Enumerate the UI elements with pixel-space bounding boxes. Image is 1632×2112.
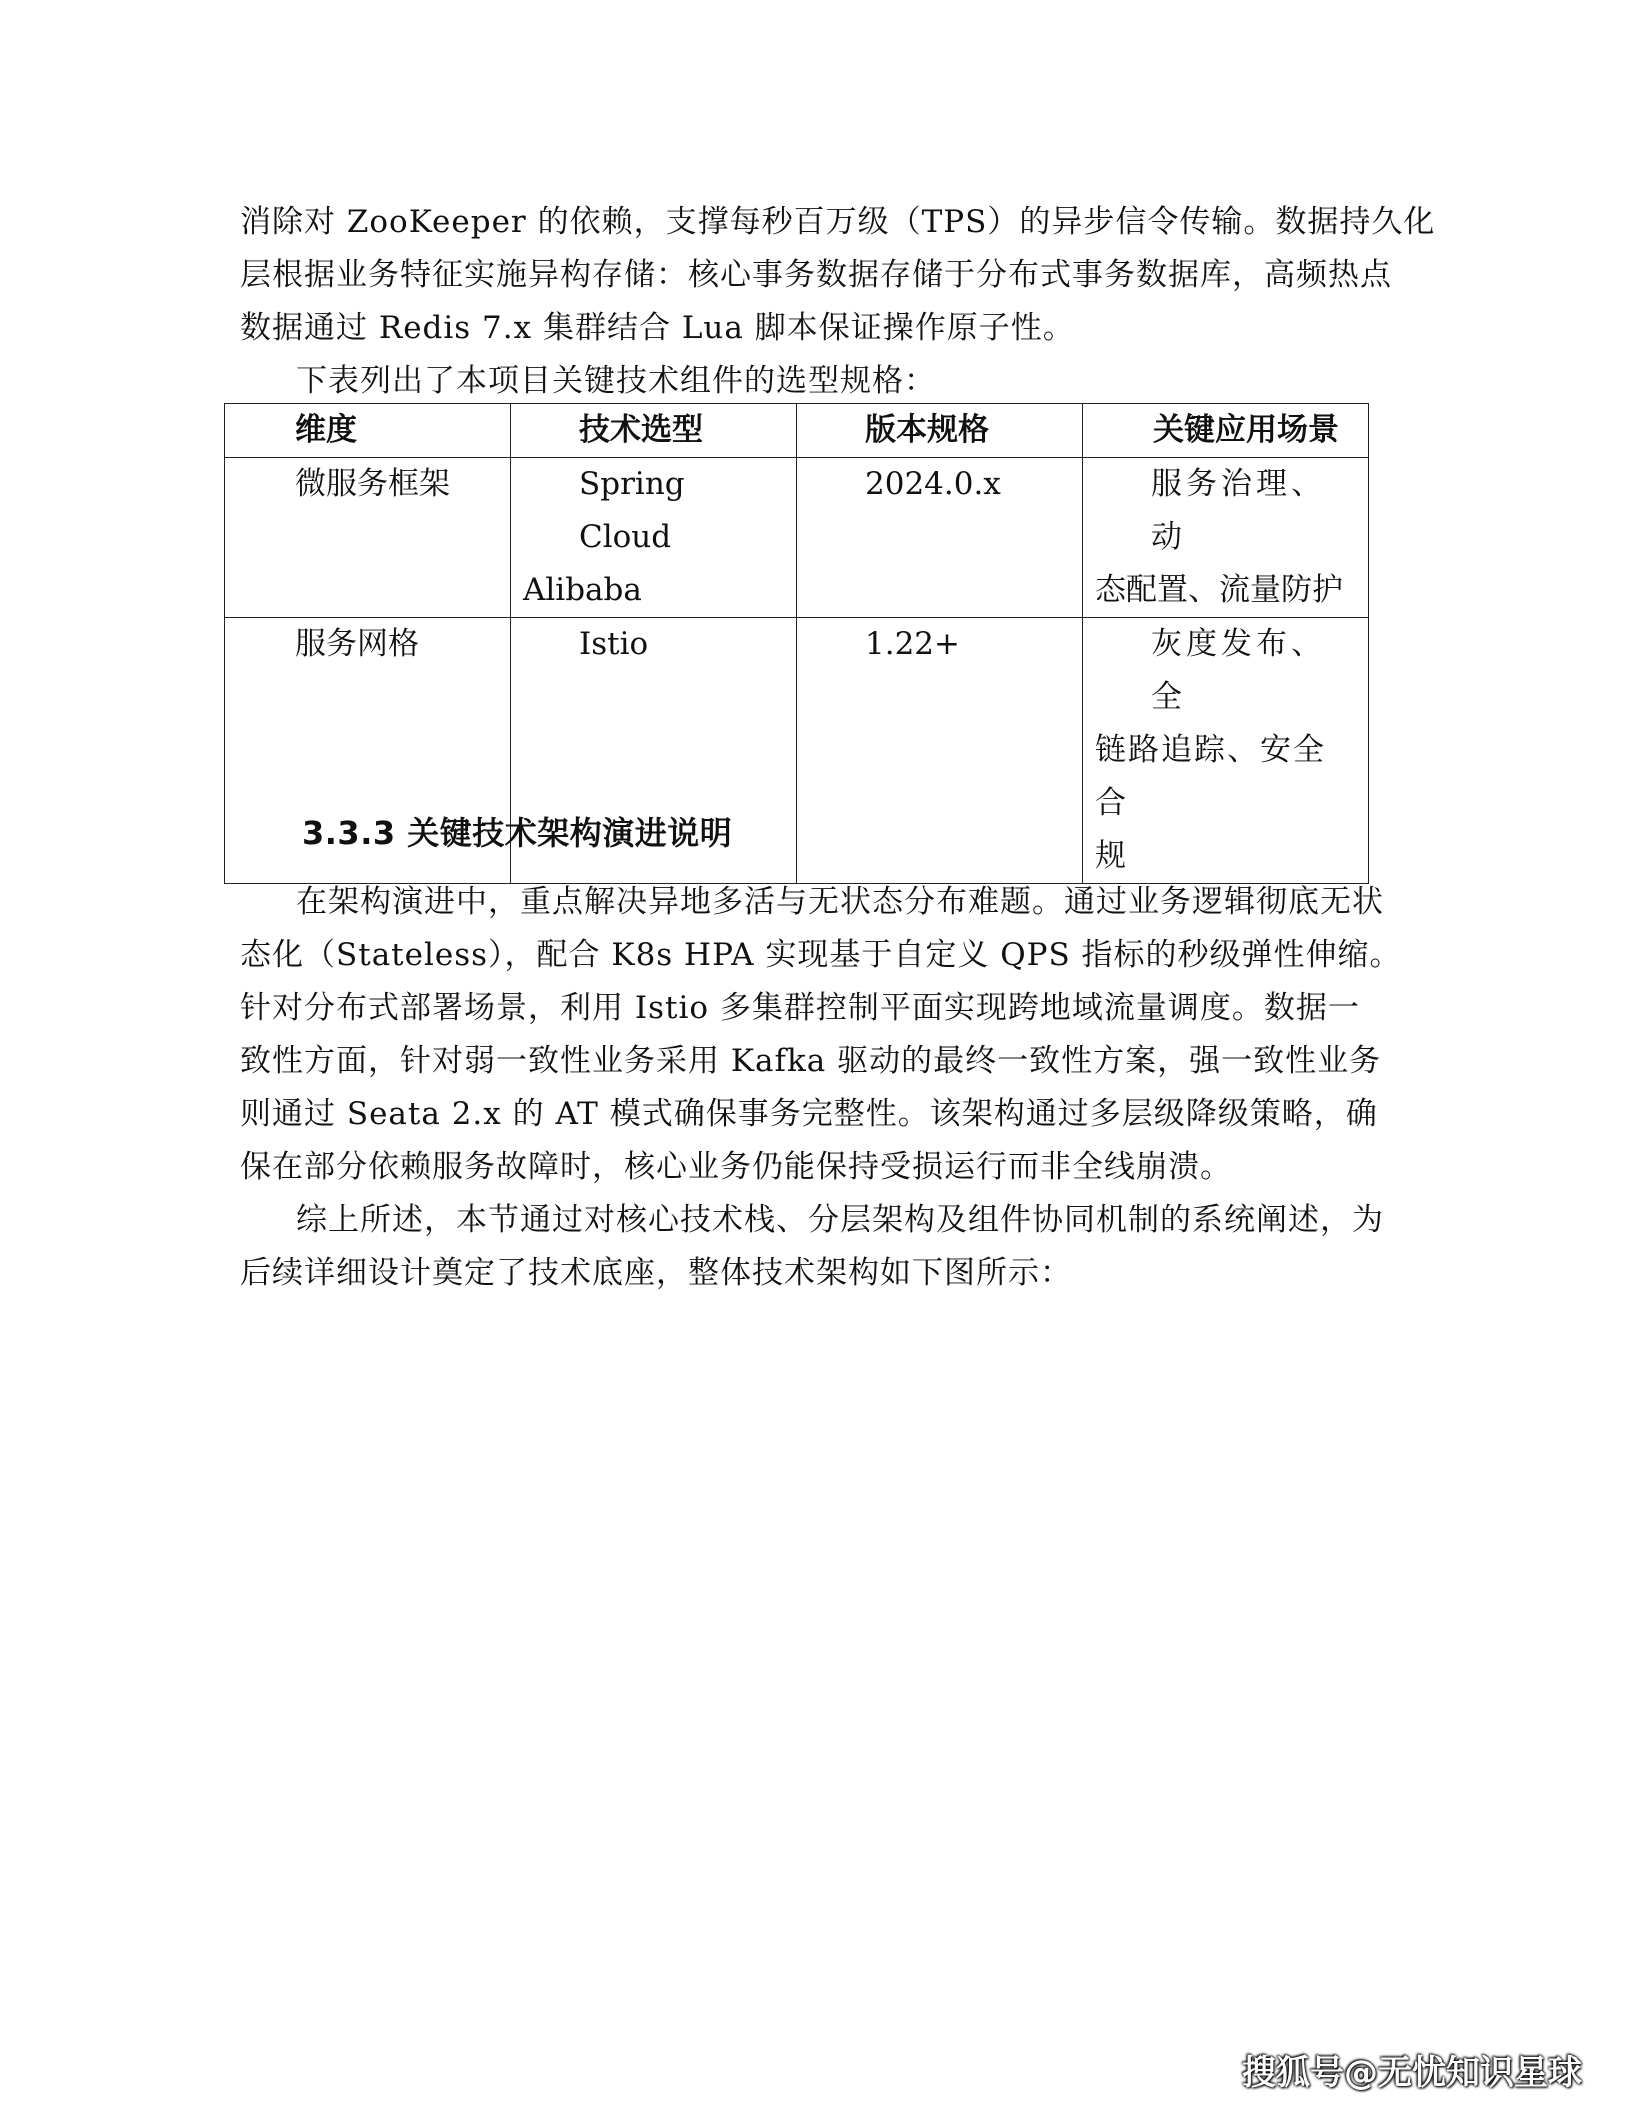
table-intro-text: 下表列出了本项目关键技术组件的选型规格：: [296, 363, 936, 399]
cell-scene: [1083, 618, 1369, 884]
cell-tech: [511, 458, 797, 618]
summary-line-2: 后续详细设计奠定了技术底座，整体技术架构如下图所示：: [240, 1255, 1072, 1291]
summary-line-1: 综上所述，本节通过对核心技术栈、分层架构及组件协同机制的系统阐述，为: [296, 1202, 1384, 1238]
evolution-line-4: 致性方面，针对弱一致性业务采用 Kafka 驱动的最终一致性方案，强一致性业务: [240, 1043, 1382, 1079]
cell-tech-line2: Alibaba: [523, 572, 642, 608]
cell-tech-line1: Istio: [579, 626, 649, 662]
intro-line-2: 层根据业务特征实施异构存储：核心事务数据存储于分布式事务数据库，高频热点: [240, 257, 1392, 293]
evolution-line-2: 态化（Stateless），配合 K8s HPA 实现基于自定义 QPS 指标的秒级弹性伸缩。: [240, 937, 1402, 973]
cell-scene-line3: 规: [1095, 838, 1126, 874]
evolution-line-1: 在架构演进中，重点解决异地多活与无状态分布难题。通过业务逻辑彻底无状: [296, 884, 1384, 920]
cell-version: 1.22+: [797, 618, 1083, 884]
cell-dimension: 服务网格: [225, 618, 511, 884]
evolution-line-3: 针对分布式部署场景，利用 Istio 多集群控制平面实现跨地域流量调度。数据一: [240, 990, 1360, 1026]
evolution-line-5: 则通过 Seata 2.x 的 AT 模式确保事务完整性。该架构通过多层级降级策略，确: [240, 1096, 1378, 1132]
cell-scene-line2: 态配置、流量防护: [1095, 572, 1343, 608]
cell-scene-line2: 链路追踪、安全合: [1095, 732, 1326, 821]
table-row: [225, 458, 1369, 618]
cell-scene-line1: 服务治理、动: [1151, 466, 1326, 555]
evolution-paragraph: [240, 876, 1402, 1194]
header-scene: 关键应用场景: [1083, 404, 1369, 458]
cell-tech-line1: Spring Cloud: [579, 466, 685, 555]
header-version: 版本规格: [797, 404, 1083, 458]
section-heading: 3.3.3 关键技术架构演进说明: [302, 814, 733, 852]
cell-version: 2024.0.x: [797, 458, 1083, 618]
table-intro: [296, 355, 1376, 408]
watermark: 搜狐号@无忧知识星球: [1242, 2053, 1582, 2093]
cell-scene-line1: 灰度发布、全: [1151, 626, 1326, 715]
cell-scene: [1083, 458, 1369, 618]
evolution-line-6: 保在部分依赖服务故障时，核心业务仍能保持受损运行而非全线崩溃。: [240, 1149, 1232, 1185]
header-tech: 技术选型: [511, 404, 797, 458]
cell-dimension: 微服务框架: [225, 458, 511, 618]
table-header-row: [225, 404, 1369, 458]
summary-paragraph: [240, 1194, 1384, 1300]
header-dimension: 维度: [225, 404, 511, 458]
intro-line-3: 数据通过 Redis 7.x 集群结合 Lua 脚本保证操作原子性。: [240, 310, 1075, 346]
intro-line-1: 消除对 ZooKeeper 的依赖，支撑每秒百万级（TPS）的异步信令传输。数据持久化: [240, 204, 1436, 240]
intro-paragraph: [240, 196, 1436, 355]
